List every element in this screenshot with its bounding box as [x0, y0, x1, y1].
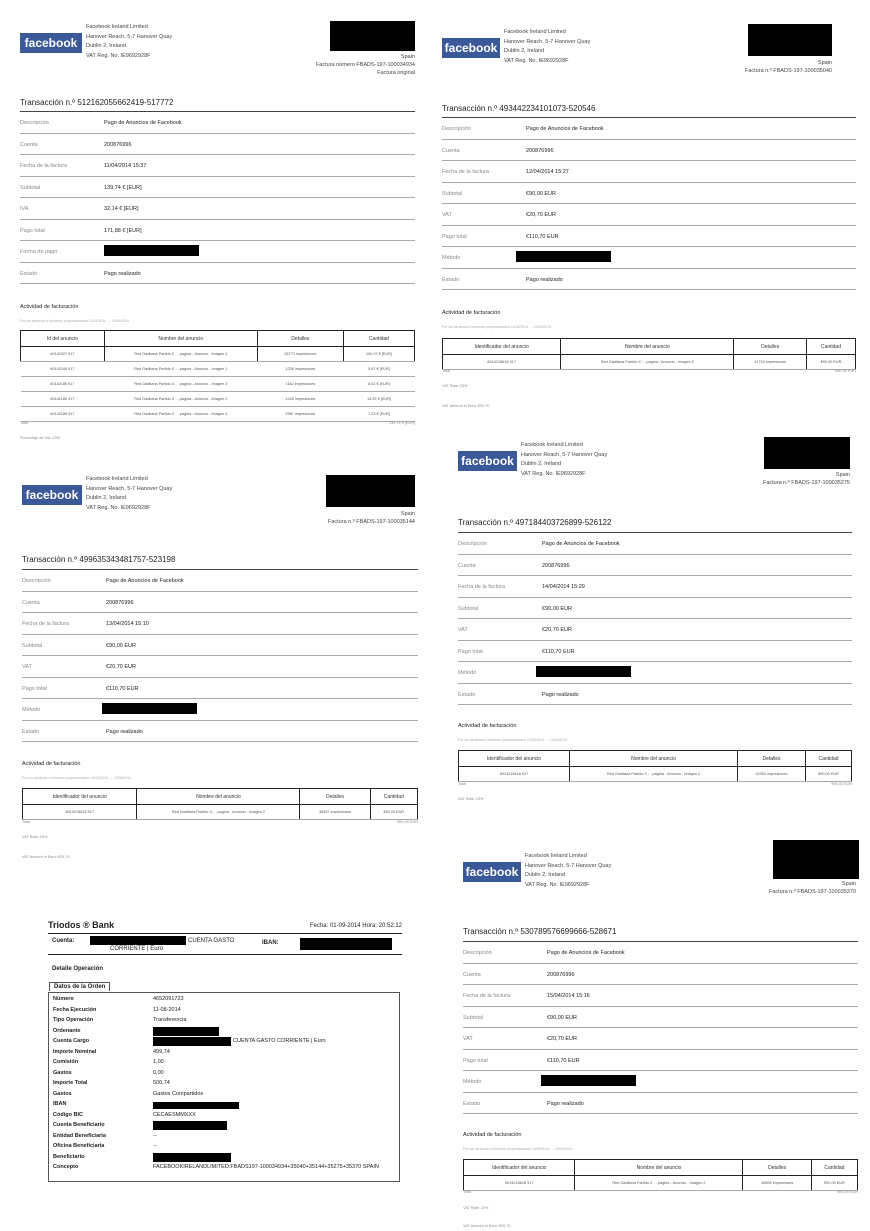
- cuenta-text: CUENTA GASTO: [188, 938, 235, 944]
- redacted-payment-method: [541, 1075, 636, 1086]
- vat-note: VAT Rate: 23%: [463, 1206, 489, 1210]
- tx-row: Cuenta 200876996: [442, 140, 856, 162]
- vat-note: VAT Rate: 23%: [458, 797, 484, 801]
- transaction-title: Transacción n.º 493442234101073-520546: [442, 104, 596, 113]
- detail-row: Comisión 1,00: [53, 1059, 164, 1065]
- redacted-account: [90, 936, 186, 945]
- header-rule-2: [48, 954, 402, 955]
- header-rule: [48, 933, 402, 934]
- receipt-datetime: Fecha: 01-09-2014 Hora: 20:52:12: [309, 923, 402, 929]
- transaction-title: Transacción n.º 499635343481757-523198: [22, 555, 176, 564]
- table-row: 6014218618 917 Red Gaditana Partido X - ..pagina - Anuncio - Imagen 2 41715 impresiones €90,00 EUR: [443, 355, 856, 370]
- vat-amount-note: VAT Amount in Euro: €20,70: [442, 404, 490, 408]
- detail-row: Importe Nominal 499,74: [53, 1048, 170, 1055]
- detalle-operacion: Detalle Operación: [52, 966, 104, 972]
- table-row: 60142427 917 Red Gaditana Partido X - ..pagina - Anuncio - Imagen 4 26773 impresiones 100,07 € [EUR]: [21, 347, 415, 362]
- redacted-client-address: [764, 437, 850, 469]
- tx-row: Pago total €110,70 EUR: [458, 641, 852, 663]
- redacted-payment-method: [102, 703, 197, 714]
- detail-row: Gastos Gastos Compartidos: [53, 1090, 204, 1097]
- activity-title: Actividad de facturación: [458, 723, 517, 729]
- vat-note: VAT Rate: 23%: [22, 835, 48, 839]
- activity-title: Actividad de facturación: [22, 761, 81, 767]
- transaction-table: [22, 569, 418, 742]
- order-details: [48, 992, 400, 1182]
- facebook-logo: facebook: [22, 485, 82, 505]
- activity-subtitle: Por los servicios e informes proporcionados 11/04/2014 → 12/04/2014: [442, 325, 552, 329]
- invoice-meta: Spain Factura n.º FBADS-197-100035275: [762, 472, 850, 486]
- redacted-client-address: [773, 840, 859, 879]
- redacted-ordenante: [153, 1027, 219, 1036]
- tx-row: Método: [442, 247, 856, 269]
- invoice-meta: Spain Factura número FBADS-197-100034934 Factura original: [315, 54, 415, 76]
- company-address: Facebook Ireland Limited Hanover Reach, 5-7 Hanover Quay Dublin 2, Ireland VAT Reg. No. IE9692928F: [525, 853, 612, 888]
- billing-table: Identificador del anuncio Nombre del anuncio Detalles Cantidad 6014218618 917 Red Gaditana Partido X - ..pagina - Anuncio - Imagen 2 35467 impresiones €90,00 EUR: [22, 788, 418, 820]
- company-address: Facebook Ireland Limited Hanover Reach, 5-7 Hanover Quay Dublin 2, Ireland VAT Reg. No. IE9692928F: [86, 24, 173, 59]
- table-row: 6014218618 917 Red Gaditana Partido X - ..pagina - Anuncio - Imagen 2 42354 impresiones €90,00 EUR: [459, 767, 852, 782]
- tx-row: Método: [22, 699, 418, 721]
- total-label: Total: [20, 421, 29, 425]
- detail-row: Código BIC CECAESMMXXX: [53, 1111, 196, 1118]
- tx-row: Método: [458, 662, 852, 684]
- tx-row: Cuenta 200876996: [458, 555, 852, 577]
- detail-row: Ordenante: [53, 1028, 153, 1034]
- total-label: Total: [458, 782, 467, 786]
- total-label: Total: [442, 369, 451, 373]
- redacted-client-address: [748, 24, 832, 56]
- tx-row: Subtotal €90,00 EUR: [442, 183, 856, 205]
- tx-row: Estado Pago realizado: [463, 1093, 858, 1115]
- transaction-table: [458, 532, 852, 705]
- company-address: Facebook Ireland Limited Hanover Reach, 5-7 Hanover Quay Dublin 2, Ireland VAT Reg. No. IE9692928F: [504, 29, 591, 64]
- transaction-table: [463, 941, 858, 1114]
- redacted-payment-method: [104, 245, 199, 256]
- transaction-table: [20, 111, 415, 284]
- activity-subtitle: Por los servicios e informes proporcionados 13/04/2014 → 14/04/2014: [458, 738, 568, 742]
- tx-row: Descripción Pago de Anuncios de Facebook: [442, 118, 856, 140]
- tx-row: Pago total €110,70 EUR: [22, 678, 418, 700]
- vat-amount-note: VAT Amount in Euro: €20,70: [463, 1224, 511, 1228]
- invoice-meta: Spain Factura n.º FBADS-197-100035370: [768, 881, 856, 895]
- total-value: €90,00 EUR: [831, 782, 852, 786]
- tx-row: Pago total 171,88 € [EUR]: [20, 220, 415, 242]
- tx-row: Estado Pago realizado: [20, 263, 415, 285]
- cuenta-label: Cuenta:: [52, 938, 75, 944]
- tx-row: VAT €20,70 EUR: [463, 1028, 858, 1050]
- tx-row: Cuenta 200876996: [22, 592, 418, 614]
- table-row: 60142186 917 Red Gaditana Partido X - ..pagina - Anuncio - Imagen 4 2987 impresiones 7,03 € [EUR]: [21, 407, 415, 422]
- activity-subtitle: Por los servicios e informes proporcionados 12/04/2014 → 13/04/2014: [22, 776, 132, 780]
- redacted-beneficiario: [153, 1153, 231, 1162]
- total-label: Total: [463, 1190, 472, 1194]
- transaction-table: [442, 117, 856, 290]
- detail-row: Oficina Beneficiaria --: [53, 1143, 157, 1149]
- redacted-payment-method: [516, 251, 611, 262]
- cuenta-text-2: CORRIENTE | Euro: [110, 946, 163, 952]
- detail-row: Cuenta Cargo CUENTA GASTO CORRIENTE | Euro: [53, 1038, 326, 1044]
- tx-row: Estado Pago realizado: [458, 684, 852, 706]
- activity-subtitle: Por los servicios e informes proporcionados 10/04/2014 → 11/04/2014: [20, 319, 130, 323]
- tx-row: Descripción Pago de Anuncios de Facebook: [463, 942, 858, 964]
- tx-row: VAT €20,70 EUR: [442, 204, 856, 226]
- tab-datos-orden[interactable]: Datos de la Orden: [49, 982, 110, 991]
- tx-row: Cuenta 200876996: [20, 134, 415, 156]
- facebook-logo: facebook: [463, 862, 521, 882]
- transaction-title: Transacción n.º 530789576699666-528671: [463, 927, 617, 936]
- detail-row: Importe Total 500,74: [53, 1080, 170, 1086]
- billing-table: Identificador del anuncio Nombre del anuncio Detalles Cantidad 6014218618 917 Red Gaditana Partido X - ..pagina - Anuncio - Imagen 2 42354 impresiones €90,00 EUR: [458, 750, 852, 782]
- tx-row: Fecha de la factura 15/04/2014 15:16: [463, 985, 858, 1007]
- tx-row: VAT €20,70 EUR: [458, 619, 852, 641]
- redacted-client-address: [330, 21, 415, 51]
- invoice-meta: Spain Factura n.º FBADS-197-100035040: [744, 60, 832, 74]
- vat-amount-note: VAT Amount in Euro: €20,70: [22, 855, 70, 859]
- tx-row: Estado Pago realizado: [442, 269, 856, 291]
- detail-row: Cuenta Beneficiario: [53, 1122, 153, 1128]
- table-row: 60142186 917 Red Gaditana Partido X - ..pagina - Anuncio - Imagen 1 1228 impresiones 5,67 € [EUR]: [21, 362, 415, 377]
- total-value: €90,00 EUR: [837, 1190, 858, 1194]
- activity-subtitle: Por los servicios e informes proporcionados 14/04/2014 → 15/04/2014: [463, 1147, 573, 1151]
- tx-row: Subtotal €90,00 EUR: [458, 598, 852, 620]
- invoice-meta: Spain Factura n.º FBADS-197-100035144: [327, 511, 415, 525]
- vat-note: Porcentaje de IVA: 23%: [20, 436, 61, 440]
- transaction-title: Transacción n.º 497184403726899-526122: [458, 518, 612, 527]
- redacted-iban: [300, 938, 392, 950]
- detail-row: Gastos 0,00: [53, 1069, 164, 1076]
- tx-row: Subtotal 139,74 € [EUR]: [20, 177, 415, 199]
- transaction-title: Transacción n.º 512162055662419-517772: [20, 98, 174, 107]
- detail-row: Tipo Operación Transferencia: [53, 1017, 187, 1023]
- tx-row: IVA 32,14 € [EUR]: [20, 198, 415, 220]
- billing-table: Id del anuncio Nombre del anuncio Detalles Cantidad 60142427 917 Red Gaditana Partido X - ..pagina - Anuncio - Imagen 4 26773 impresiones 100,07 € [EUR] 60142186 917 Red Gaditana Partido X - ..pagina - Anuncio - Imagen 1 1228 impresiones 5,67 € [EUR] 60142186 917 Red Gaditana Partido X - ..pagina - Anuncio - Imagen 3 1182 impresiones 8,02 € [EUR] 60142186 917 Red Gaditana Partido X - ..pagina - Anuncio - Imagen 2 1228 impresiones 13,25 € [EUR] 60142186 917 Red Gaditana Partido X - ..pagina - Anuncio - Imagen 4 2987 impresiones 7,03 € [EUR]: [20, 330, 415, 422]
- redacted-payment-method: [536, 666, 631, 677]
- detail-row: Concepto FACEBOOKIRELANDLIMITED:FBADS197-100034934+35040+35144+35275+35370 SPAIN: [53, 1164, 379, 1170]
- tx-row: Fecha de la factura 13/04/2014 15:10: [22, 613, 418, 635]
- tx-row: Fecha de la factura 12/04/2014 15:27: [442, 161, 856, 183]
- billing-table: Identificador del anuncio Nombre del anuncio Detalles Cantidad 6014218618 917 Red Gaditana Partido X - ..pagina - Anuncio - Imagen 2 41715 impresiones €90,00 EUR: [442, 338, 856, 370]
- detail-row: Beneficiario: [53, 1154, 153, 1160]
- company-address: Facebook Ireland Limited Hanover Reach, 5-7 Hanover Quay Dublin 2, Ireland VAT Reg. No. IE9692928F: [86, 476, 173, 511]
- tx-row: VAT €20,70 EUR: [22, 656, 418, 678]
- tx-row: Subtotal €90,00 EUR: [22, 635, 418, 657]
- company-address: Facebook Ireland Limited Hanover Reach, 5-7 Hanover Quay Dublin 2, Ireland VAT Reg. No. IE9692928F: [521, 442, 608, 477]
- tx-row: Pago total €110,70 EUR: [442, 226, 856, 248]
- detail-row: Fecha Ejecución 11-08-2014: [53, 1006, 181, 1013]
- detail-row: IBAN: [53, 1101, 153, 1107]
- vat-note: VAT Rate: 23%: [442, 384, 468, 388]
- table-row: 6014218618 917 Red Gaditana Partido X - ..pagina - Anuncio - Imagen 2 45695 impresiones €90,00 EUR: [464, 1176, 858, 1191]
- table-row: 60142186 917 Red Gaditana Partido X - ..pagina - Anuncio - Imagen 3 1182 impresiones 8,02 € [EUR]: [21, 377, 415, 392]
- bank-receipt: [48, 920, 402, 1182]
- tx-row: Pago total €110,70 EUR: [463, 1050, 858, 1072]
- facebook-logo: facebook: [20, 33, 82, 53]
- tx-row: Fecha de la factura 11/04/2014 15:37: [20, 155, 415, 177]
- tx-row: Cuenta 200876996: [463, 964, 858, 986]
- facebook-logo: facebook: [458, 451, 517, 471]
- redacted-cuenta-cargo: [153, 1037, 231, 1046]
- redacted-client-address: [326, 475, 415, 507]
- tx-row: Subtotal €90,00 EUR: [463, 1007, 858, 1029]
- triodos-logo: Triodos ® Bank: [48, 920, 115, 930]
- detail-row: Entidad Beneficiaria --: [53, 1132, 157, 1139]
- activity-title: Actividad de facturación: [442, 310, 501, 316]
- total-label: Total: [22, 820, 31, 824]
- total-value: €90,00 EUR: [397, 820, 418, 824]
- tx-row: Fecha de la factura 14/04/2014 15:29: [458, 576, 852, 598]
- activity-title: Actividad de facturación: [20, 304, 79, 310]
- billing-table: Identificador del anuncio Nombre del anuncio Detalles Cantidad 6014218618 917 Red Gaditana Partido X - ..pagina - Anuncio - Imagen 2 45695 impresiones €90,00 EUR: [463, 1159, 858, 1191]
- detail-row: Número 4652091723: [53, 996, 184, 1002]
- tx-row: Forma de pago: [20, 241, 415, 263]
- facebook-logo: facebook: [442, 38, 500, 58]
- tx-row: Descripción Pago de Anuncios de Facebook: [458, 533, 852, 555]
- iban-label: IBAN:: [262, 940, 279, 946]
- tx-row: Descripción Pago de Anuncios de Facebook: [22, 570, 418, 592]
- total-value: 139,74 € [EUR]: [389, 421, 415, 425]
- tx-row: Descripción Pago de Anuncios de Facebook: [20, 112, 415, 134]
- table-row: 6014218618 917 Red Gaditana Partido X - ..pagina - Anuncio - Imagen 2 35467 impresiones €90,00 EUR: [23, 805, 418, 820]
- activity-title: Actividad de facturación: [463, 1132, 522, 1138]
- tx-row: Método: [463, 1071, 858, 1093]
- tx-row: Estado Pago realizado: [22, 721, 418, 743]
- table-row: 60142186 917 Red Gaditana Partido X - ..pagina - Anuncio - Imagen 2 1228 impresiones 13,25 € [EUR]: [21, 392, 415, 407]
- total-value: €90,00 EUR: [835, 369, 856, 373]
- redacted-iban-beneficiario: [153, 1102, 239, 1109]
- redacted-cuenta-beneficiario: [153, 1121, 227, 1130]
